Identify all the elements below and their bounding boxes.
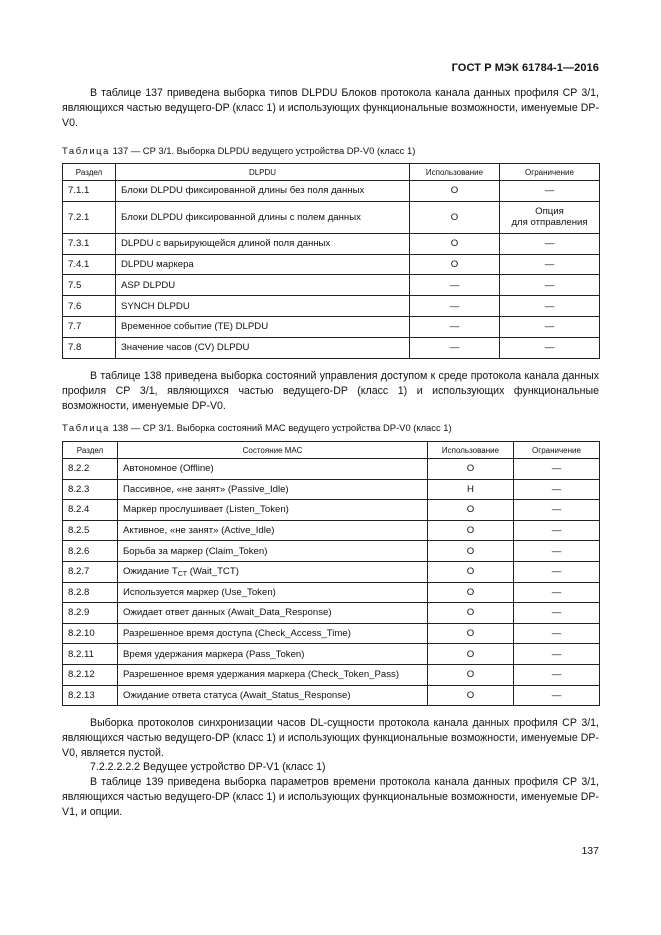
table-row: [63, 520, 600, 541]
table-header-row: [63, 442, 600, 459]
cell-section: 8.2.12: [63, 664, 118, 685]
table-row: [63, 623, 600, 644]
table-row: [63, 664, 600, 685]
col-header-usage: Использование: [410, 164, 500, 181]
table-row: [63, 500, 600, 521]
intro-paragraph-text: В таблице 137 приведена выборка типов DLPDU Блоков протокола канала данных профиля СР 3/1, являющихся частью ведущего-DP (класс 1) и использующих функциональные возможности, именуемые DP-V0.: [62, 87, 599, 129]
table-row: [63, 459, 600, 480]
col-header-limit: Ограничение: [500, 164, 600, 181]
cell-usage: O: [410, 181, 500, 202]
cell-name: Ожидает ответ данных (Await_Data_Response): [118, 603, 428, 624]
table-row: [63, 201, 600, 233]
intro-paragraph: [62, 86, 599, 130]
table-row: [63, 181, 600, 202]
cell-section: 8.2.13: [63, 685, 118, 706]
cell-limit: —: [514, 623, 600, 644]
cell-usage: O: [428, 520, 514, 541]
name-post: (Wait_TCT): [187, 565, 239, 577]
table-row: [63, 254, 600, 275]
cell-usage: —: [410, 296, 500, 317]
cell-name: Автономное (Offline): [118, 459, 428, 480]
limit-line: для отправления: [511, 217, 588, 229]
cell-limit: —: [500, 337, 600, 358]
col-header-state: Состояние МАС: [118, 442, 428, 459]
table-137-caption: [62, 145, 415, 156]
table-137: [62, 163, 600, 359]
cell-name: Блоки DLPDU фиксированной длины с полем данных: [116, 201, 410, 233]
cell-limit: —: [514, 459, 600, 480]
cell-limit: —: [514, 479, 600, 500]
cell-name: [118, 561, 428, 582]
cell-limit: —: [500, 254, 600, 275]
cell-limit: —: [514, 561, 600, 582]
cell-usage: O: [428, 582, 514, 603]
cell-section: 7.2.1: [63, 201, 116, 233]
cell-usage: O: [428, 644, 514, 665]
cell-section: 8.2.6: [63, 541, 118, 562]
cell-name: Ожидание ответа статуса (Await_Status_Response): [118, 685, 428, 706]
cell-section: 8.2.8: [63, 582, 118, 603]
cell-limit: —: [500, 233, 600, 254]
table-row: [63, 233, 600, 254]
cell-limit: —: [514, 644, 600, 665]
cell-limit: [500, 201, 600, 233]
name-subscript: CT: [177, 570, 188, 578]
cell-limit: —: [500, 316, 600, 337]
col-header-limit: Ограничение: [514, 442, 600, 459]
col-header-usage: Использование: [428, 442, 514, 459]
cell-limit: —: [514, 582, 600, 603]
cell-section: 7.6: [63, 296, 116, 317]
cell-usage: O: [410, 233, 500, 254]
middle-paragraph: [62, 369, 599, 413]
table-header-row: [63, 164, 600, 181]
table-row: [63, 479, 600, 500]
table-row: [63, 275, 600, 296]
cell-name: Временное событие (TE) DLPDU: [116, 316, 410, 337]
cell-limit: —: [514, 541, 600, 562]
cell-usage: —: [410, 316, 500, 337]
table-row: [63, 337, 600, 358]
cell-name: DLPDU с варьирующейся длиной поля данных: [116, 233, 410, 254]
cell-section: 7.3.1: [63, 233, 116, 254]
cell-name: ASP DLPDU: [116, 275, 410, 296]
cell-name: SYNCH DLPDU: [116, 296, 410, 317]
table-138: [62, 441, 600, 706]
cell-usage: O: [428, 685, 514, 706]
cell-limit: —: [500, 181, 600, 202]
caption-text: 138 — СР 3/1. Выборка состояний МАС ведущего устройства DP-V0 (класс 1): [109, 422, 452, 433]
final-paragraph: [62, 775, 599, 819]
cell-section: 7.8: [63, 337, 116, 358]
table-row: [63, 582, 600, 603]
cell-limit: —: [514, 520, 600, 541]
cell-limit: —: [514, 685, 600, 706]
cell-name: DLPDU маркера: [116, 254, 410, 275]
cell-name: Время удержания маркера (Pass_Token): [118, 644, 428, 665]
cell-usage: O: [410, 254, 500, 275]
cell-section: 8.2.3: [63, 479, 118, 500]
table-row: [63, 603, 600, 624]
cell-section: 8.2.5: [63, 520, 118, 541]
cell-section: 8.2.4: [63, 500, 118, 521]
cell-usage: O: [428, 623, 514, 644]
cell-usage: Н: [428, 479, 514, 500]
cell-section: 7.5: [63, 275, 116, 296]
table-row: [63, 296, 600, 317]
subsection-heading-text: 7.2.2.2.2.2 Ведущее устройство DP-V1 (класс 1): [90, 761, 326, 773]
cell-name: Маркер прослушивает (Listen_Token): [118, 500, 428, 521]
cell-section: 7.4.1: [63, 254, 116, 275]
col-header-dlpdu: DLPDU: [116, 164, 410, 181]
cell-section: 8.2.9: [63, 603, 118, 624]
cell-limit: —: [514, 603, 600, 624]
cell-section: 7.7: [63, 316, 116, 337]
caption-prefix: Таблица: [62, 145, 110, 156]
cell-name: Блоки DLPDU фиксированной длины без поля данных: [116, 181, 410, 202]
cell-section: 8.2.11: [63, 644, 118, 665]
cell-name: Разрешенное время удержания маркера (Check_Token_Pass): [118, 664, 428, 685]
col-header-section: Раздел: [63, 164, 116, 181]
caption-prefix: Таблица: [62, 422, 110, 433]
cell-section: 7.1.1: [63, 181, 116, 202]
closing-paragraph-text: Выборка протоколов синхронизации часов DL-сущности протокола канала данных профиля СР 3/1, являющихся частью ведущего-DP (класс 1) и использующих функциональные возможности, именуемые DP-V0, является пустой.: [62, 717, 599, 759]
caption-text: 137 — СР 3/1. Выборка DLPDU ведущего устройства DP-V0 (класс 1): [109, 145, 416, 156]
table-138-caption: [62, 422, 452, 433]
subsection-heading: [62, 760, 599, 775]
cell-usage: O: [428, 561, 514, 582]
cell-name: Разрешенное время доступа (Check_Access_Time): [118, 623, 428, 644]
cell-section: 8.2.2: [63, 459, 118, 480]
middle-paragraph-text: В таблице 138 приведена выборка состояний управления доступом к среде протокола канала данных профиля СР 3/1, являющихся частью ведущего-DP (класс 1) и использующих функциональные возможности, именуемые DP-V0.: [62, 370, 599, 412]
closing-paragraph: [62, 716, 599, 760]
page-number: 137: [581, 845, 599, 857]
cell-limit: —: [514, 500, 600, 521]
cell-usage: —: [410, 275, 500, 296]
cell-usage: —: [410, 337, 500, 358]
cell-limit: —: [500, 296, 600, 317]
cell-usage: O: [428, 500, 514, 521]
cell-section: 8.2.10: [63, 623, 118, 644]
final-paragraph-text: В таблице 139 приведена выборка параметров времени протокола канала данных профиля СР 3/1, являющихся частью ведущего-DP (класс 1) и использующих функциональные возможности, именуемые DP-V1, и опции.: [62, 776, 599, 818]
table-row: [63, 685, 600, 706]
cell-usage: O: [428, 603, 514, 624]
cell-name: Борьба за маркер (Claim_Token): [118, 541, 428, 562]
cell-limit: —: [500, 275, 600, 296]
col-header-section: Раздел: [63, 442, 118, 459]
cell-name: Пассивное, «не занят» (Passive_Idle): [118, 479, 428, 500]
table-row: [63, 316, 600, 337]
cell-name: Активное, «не занят» (Active_Idle): [118, 520, 428, 541]
cell-name: Используется маркер (Use_Token): [118, 582, 428, 603]
cell-usage: O: [428, 664, 514, 685]
cell-limit: —: [514, 664, 600, 685]
name-pre: Ожидание T: [123, 565, 178, 577]
table-row: [63, 561, 600, 582]
table-row: [63, 541, 600, 562]
table-row: [63, 644, 600, 665]
cell-name: Значение часов (CV) DLPDU: [116, 337, 410, 358]
limit-line: Опция: [535, 205, 564, 217]
cell-usage: O: [428, 541, 514, 562]
document-header: ГОСТ Р МЭК 61784-1—2016: [451, 62, 599, 74]
cell-usage: O: [428, 459, 514, 480]
cell-section: 8.2.7: [63, 561, 118, 582]
cell-usage: O: [410, 201, 500, 233]
